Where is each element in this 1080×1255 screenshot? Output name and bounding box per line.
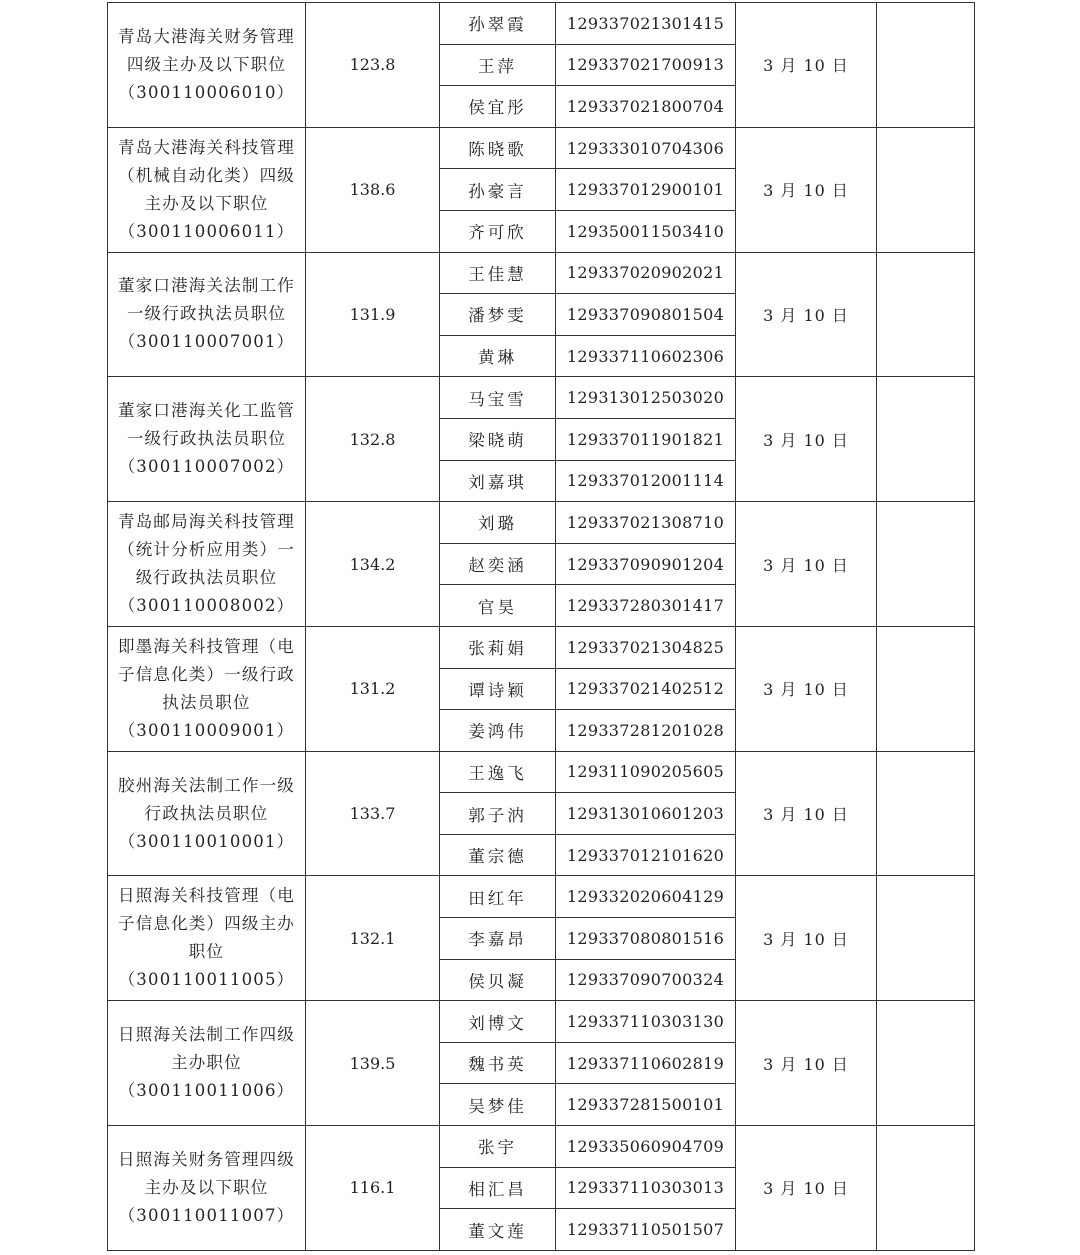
candidate-exam-id: 129337090700324 bbox=[556, 959, 736, 1001]
candidate-exam-id: 129337021308710 bbox=[556, 502, 736, 544]
position-cell bbox=[108, 876, 306, 1001]
min-score-cell: 131.2 bbox=[306, 626, 440, 751]
position-line: 青岛大港海关科技管理 bbox=[118, 137, 295, 157]
interview-date-cell: 3 月 10 日 bbox=[736, 1001, 877, 1126]
candidate-name: 刘嘉琪 bbox=[440, 460, 556, 502]
position-cell bbox=[108, 127, 306, 252]
remarks-cell bbox=[877, 626, 975, 751]
candidate-name: 孙豪言 bbox=[440, 169, 556, 211]
candidate-name: 董文莲 bbox=[440, 1209, 556, 1251]
candidate-name: 王萍 bbox=[440, 44, 556, 86]
position-cell bbox=[108, 252, 306, 377]
candidate-exam-id: 129313012503020 bbox=[556, 377, 736, 419]
candidate-exam-id: 129337280301417 bbox=[556, 585, 736, 627]
remarks-cell bbox=[877, 252, 975, 377]
position-line: 董家口港海关化工监管 bbox=[118, 401, 295, 421]
position-line: （300110006011） bbox=[118, 221, 295, 241]
candidate-name: 赵奕涵 bbox=[440, 543, 556, 585]
candidate-exam-id: 129337281500101 bbox=[556, 1084, 736, 1126]
candidate-exam-id: 129333010704306 bbox=[556, 127, 736, 169]
min-score-cell: 116.1 bbox=[306, 1126, 440, 1251]
candidate-exam-id: 129350011503410 bbox=[556, 210, 736, 252]
position-cell bbox=[108, 1001, 306, 1126]
remarks-cell bbox=[877, 377, 975, 502]
candidate-name: 谭诗颖 bbox=[440, 668, 556, 710]
candidate-exam-id: 129337110602306 bbox=[556, 335, 736, 377]
candidate-exam-id: 129332020604129 bbox=[556, 876, 736, 918]
candidate-name: 王佳慧 bbox=[440, 252, 556, 294]
position-cell bbox=[108, 502, 306, 627]
interview-date-cell: 3 月 10 日 bbox=[736, 502, 877, 627]
roster-body bbox=[108, 3, 975, 1251]
min-score-cell: 132.1 bbox=[306, 876, 440, 1001]
candidate-name: 齐可欣 bbox=[440, 210, 556, 252]
candidate-name: 张宇 bbox=[440, 1126, 556, 1168]
table-row bbox=[108, 127, 975, 169]
position-line: 日照海关科技管理（电 bbox=[118, 886, 295, 906]
table-row bbox=[108, 626, 975, 668]
interview-roster-table bbox=[107, 2, 975, 1251]
candidate-name: 刘璐 bbox=[440, 502, 556, 544]
candidate-name: 侯贝凝 bbox=[440, 959, 556, 1001]
candidate-name: 潘梦雯 bbox=[440, 294, 556, 336]
candidate-name: 侯宜彤 bbox=[440, 86, 556, 128]
position-line: 子信息化类）四级主办 bbox=[118, 914, 295, 934]
interview-date-cell: 3 月 10 日 bbox=[736, 626, 877, 751]
interview-date-cell: 3 月 10 日 bbox=[736, 876, 877, 1001]
position-line: 四级主办及以下职位 bbox=[126, 54, 287, 74]
candidate-exam-id: 129337090801504 bbox=[556, 294, 736, 336]
remarks-cell bbox=[877, 876, 975, 1001]
candidate-name: 郭子汭 bbox=[440, 793, 556, 835]
min-score-cell: 138.6 bbox=[306, 127, 440, 252]
candidate-exam-id: 129337281201028 bbox=[556, 710, 736, 752]
position-line: 行政执法员职位 bbox=[144, 803, 269, 823]
table-row bbox=[108, 252, 975, 294]
candidate-name: 马宝雪 bbox=[440, 377, 556, 419]
position-line: 主办职位 bbox=[171, 1053, 242, 1073]
candidate-name: 田红年 bbox=[440, 876, 556, 918]
position-line: （机械自动化类）四级 bbox=[118, 165, 295, 185]
table-row bbox=[108, 502, 975, 544]
position-line: （统计分析应用类）一 bbox=[118, 540, 295, 560]
position-line: 董家口港海关法制工作 bbox=[118, 276, 295, 296]
candidate-exam-id: 129337011901821 bbox=[556, 418, 736, 460]
remarks-cell bbox=[877, 502, 975, 627]
interview-date-cell: 3 月 10 日 bbox=[736, 751, 877, 876]
table-row bbox=[108, 377, 975, 419]
table-row bbox=[108, 3, 975, 45]
position-line: 级行政执法员职位 bbox=[135, 568, 278, 588]
candidate-exam-id: 129337021402512 bbox=[556, 668, 736, 710]
candidate-exam-id: 129337021700913 bbox=[556, 44, 736, 86]
candidate-name: 吴梦佳 bbox=[440, 1084, 556, 1126]
position-line: （300110006010） bbox=[118, 82, 295, 102]
position-cell bbox=[108, 626, 306, 751]
candidate-exam-id: 129337012900101 bbox=[556, 169, 736, 211]
candidate-exam-id: 129337110303013 bbox=[556, 1167, 736, 1209]
table-row bbox=[108, 751, 975, 793]
position-line: （300110011007） bbox=[118, 1205, 295, 1225]
candidate-name: 李嘉昂 bbox=[440, 918, 556, 960]
position-cell bbox=[108, 751, 306, 876]
candidate-name: 孙翠霞 bbox=[440, 3, 556, 45]
table-row bbox=[108, 1126, 975, 1168]
interview-date-cell: 3 月 10 日 bbox=[736, 3, 877, 128]
interview-date-cell: 3 月 10 日 bbox=[736, 377, 877, 502]
candidate-name: 刘博文 bbox=[440, 1001, 556, 1043]
position-line: （300110007001） bbox=[118, 332, 295, 352]
position-line: 青岛邮局海关科技管理 bbox=[118, 512, 295, 532]
table-row bbox=[108, 876, 975, 918]
candidate-exam-id: 129335060904709 bbox=[556, 1126, 736, 1168]
interview-date-cell: 3 月 10 日 bbox=[736, 252, 877, 377]
position-line: 一级行政执法员职位 bbox=[126, 304, 287, 324]
candidate-name: 张莉娟 bbox=[440, 626, 556, 668]
remarks-cell bbox=[877, 3, 975, 128]
candidate-exam-id: 129337090901204 bbox=[556, 543, 736, 585]
candidate-exam-id: 129337110303130 bbox=[556, 1001, 736, 1043]
min-score-cell: 123.8 bbox=[306, 3, 440, 128]
position-cell bbox=[108, 377, 306, 502]
remarks-cell bbox=[877, 127, 975, 252]
candidate-exam-id: 129313010601203 bbox=[556, 793, 736, 835]
position-line: （300110009001） bbox=[118, 720, 295, 740]
candidate-exam-id: 129337021301415 bbox=[556, 3, 736, 45]
min-score-cell: 133.7 bbox=[306, 751, 440, 876]
position-line: 日照海关财务管理四级 bbox=[118, 1149, 295, 1169]
candidate-name: 姜鸿伟 bbox=[440, 710, 556, 752]
position-line: 执法员职位 bbox=[162, 692, 251, 712]
position-line: （300110010001） bbox=[118, 831, 295, 851]
candidate-exam-id: 129337021304825 bbox=[556, 626, 736, 668]
position-line: 主办及以下职位 bbox=[144, 1177, 269, 1197]
min-score-cell: 132.8 bbox=[306, 377, 440, 502]
min-score-cell: 139.5 bbox=[306, 1001, 440, 1126]
candidate-name: 相汇昌 bbox=[440, 1167, 556, 1209]
position-line: 职位（300110011005） bbox=[118, 942, 295, 990]
position-line: 即墨海关科技管理（电 bbox=[118, 636, 295, 656]
position-line: （300110011006） bbox=[118, 1081, 295, 1101]
position-line: 胶州海关法制工作一级 bbox=[118, 775, 295, 795]
candidate-name: 陈晓歌 bbox=[440, 127, 556, 169]
remarks-cell bbox=[877, 1001, 975, 1126]
table-row bbox=[108, 1001, 975, 1043]
candidate-exam-id: 129337110501507 bbox=[556, 1209, 736, 1251]
candidate-name: 黄琳 bbox=[440, 335, 556, 377]
interview-date-cell: 3 月 10 日 bbox=[736, 1126, 877, 1251]
remarks-cell bbox=[877, 751, 975, 876]
candidate-name: 梁晓萌 bbox=[440, 418, 556, 460]
candidate-exam-id: 129311090205605 bbox=[556, 751, 736, 793]
position-line: 一级行政执法员职位 bbox=[126, 429, 287, 449]
position-line: 青岛大港海关财务管理 bbox=[118, 26, 295, 46]
min-score-cell: 134.2 bbox=[306, 502, 440, 627]
candidate-name: 魏书英 bbox=[440, 1042, 556, 1084]
position-line: （300110008002） bbox=[118, 596, 295, 616]
position-cell bbox=[108, 3, 306, 128]
candidate-exam-id: 129337110602819 bbox=[556, 1042, 736, 1084]
candidate-exam-id: 129337012101620 bbox=[556, 834, 736, 876]
position-cell bbox=[108, 1126, 306, 1251]
candidate-name: 王逸飞 bbox=[440, 751, 556, 793]
position-line: 主办及以下职位 bbox=[144, 193, 269, 213]
remarks-cell bbox=[877, 1126, 975, 1251]
candidate-exam-id: 129337021800704 bbox=[556, 86, 736, 128]
position-line: 子信息化类）一级行政 bbox=[118, 664, 295, 684]
min-score-cell: 131.9 bbox=[306, 252, 440, 377]
candidate-exam-id: 129337012001114 bbox=[556, 460, 736, 502]
candidate-name: 董宗德 bbox=[440, 834, 556, 876]
position-line: （300110007002） bbox=[118, 457, 295, 477]
position-line: 日照海关法制工作四级 bbox=[118, 1025, 295, 1045]
candidate-exam-id: 129337080801516 bbox=[556, 918, 736, 960]
candidate-exam-id: 129337020902021 bbox=[556, 252, 736, 294]
interview-date-cell: 3 月 10 日 bbox=[736, 127, 877, 252]
candidate-name: 官昊 bbox=[440, 585, 556, 627]
